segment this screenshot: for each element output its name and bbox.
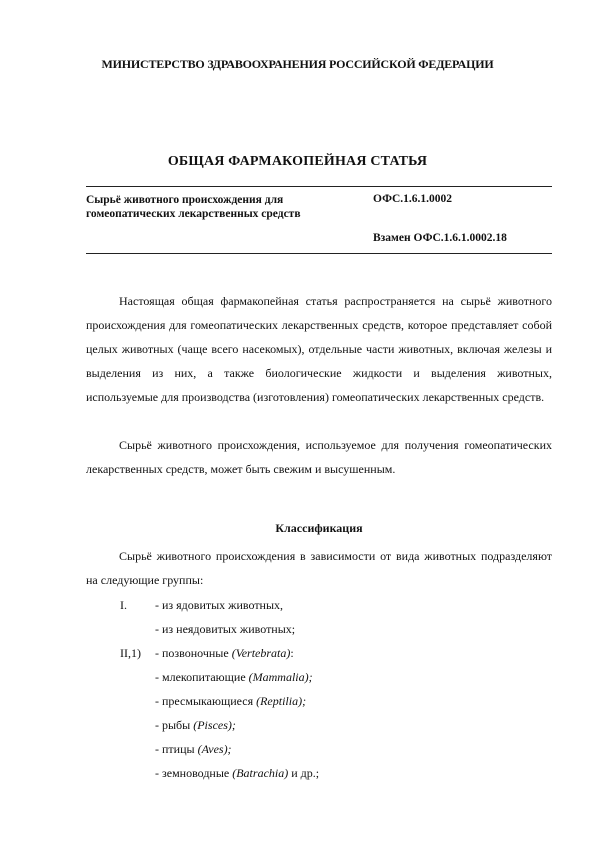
ministry-heading: МИНИСТЕРСТВО ЗДРАВООХРАНЕНИЯ РОССИЙСКОЙ ФЕДЕРАЦИИ (101, 57, 494, 71)
subject-line-1: Сырьё животного происхождения для (86, 194, 284, 206)
monograph-code: ОФС.1.6.1.0002 (373, 193, 453, 205)
list-item-number: II,1) (120, 646, 141, 660)
body-paragraph-3 (86, 544, 552, 592)
paragraph-text: Настоящая общая фармакопейная статья распространяется на сырьё животного происхождения для гомеопатических лекарственных средств, которое представляет собой целых животных (чаще всего насекомых), отдельные части животных, включая железы и выделения из них, а также биологические жидкости и выделения животных, используемые для производства (изготовления) гомеопатических лекарственных средств. (86, 294, 552, 404)
replaces-code: Взамен ОФС.1.6.1.0002.18 (373, 232, 507, 244)
paragraph-text: Сырьё животного происхождения в зависимости от вида животных подразделяют на следующие группы: (86, 549, 552, 587)
header-top-rule (86, 186, 552, 187)
list-item-text: - из ядовитых животных, (155, 598, 284, 612)
list-item-text: - млекопитающие (Mammalia); (155, 670, 313, 684)
monograph-subject (86, 193, 356, 221)
header-bottom-rule (86, 253, 552, 254)
body-paragraph-2 (86, 433, 552, 481)
subject-line-2: гомеопатических лекарственных средств (86, 208, 301, 220)
list-item-text: - из неядовитых животных; (155, 622, 296, 636)
paragraph-text: Сырьё животного происхождения, используемое для получения гомеопатических лекарственных средств, может быть свежим и высушенным. (86, 438, 552, 476)
list-item-text: - пресмыкающиеся (Reptilia); (155, 694, 307, 708)
list-item-text: - птицы (Aves); (155, 742, 232, 756)
section-title-classification: Классификация (275, 521, 363, 535)
list-item-text: - земноводные (Batrachia) и др.; (155, 766, 320, 780)
body-paragraph-1 (86, 289, 552, 409)
document-type-title: ОБЩАЯ ФАРМАКОПЕЙНАЯ СТАТЬЯ (167, 154, 428, 169)
list-item-number: I. (120, 598, 127, 612)
list-item-text: - рыбы (Pisces); (155, 718, 236, 732)
list-item-text: - позвоночные (Vertebrata): (155, 646, 294, 660)
